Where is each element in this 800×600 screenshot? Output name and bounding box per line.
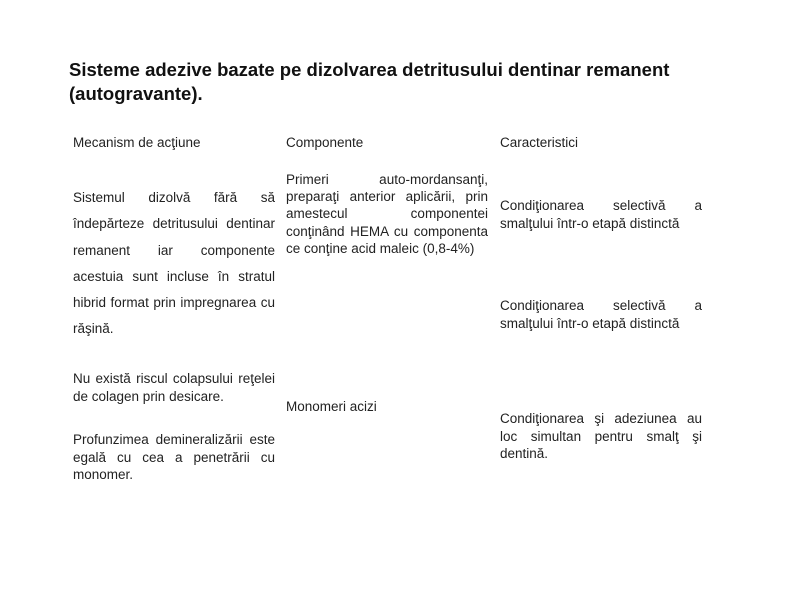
characteristics-text-1: Condiţionarea selectivă a smalţului într-o etapă distinctă xyxy=(500,198,702,231)
mechanism-text-1: Sistemul dizolvă fără să îndepărteze detritusului dentinar remanent iar componente acestuia sunt incluse în stratul hibrid format prin impregnarea cu răşină. xyxy=(73,190,275,337)
header-components: Componente xyxy=(286,135,364,150)
components-text-1: Primeri auto-mordansanţi, preparaţi anterior aplicării, prin amestecul componentei conţinând HEMA cu componenta ce conţine acid maleic (0,8-4%) xyxy=(286,172,488,256)
slide-title: Sisteme adezive bazate pe dizolvarea detritusului dentinar remanent (autogravante). xyxy=(69,59,670,104)
mechanism-text-2: Nu există riscul colapsului reţelei de colagen prin desicare. xyxy=(73,371,275,404)
mechanism-text-3: Profunzimea demineralizării este egală cu cea a penetrării cu monomer. xyxy=(73,432,275,482)
characteristics-text-3: Condiţionarea şi adeziunea au loc simultan pentru smalţ şi dentină. xyxy=(500,411,702,461)
header-mechanism: Mecanism de acţiune xyxy=(73,135,201,150)
components-text-2: Monomeri acizi xyxy=(286,399,377,414)
header-characteristics: Caracteristici xyxy=(500,135,579,150)
characteristics-text-2: Condiţionarea selectivă a smalţului într-o etapă distinctă xyxy=(500,298,702,331)
